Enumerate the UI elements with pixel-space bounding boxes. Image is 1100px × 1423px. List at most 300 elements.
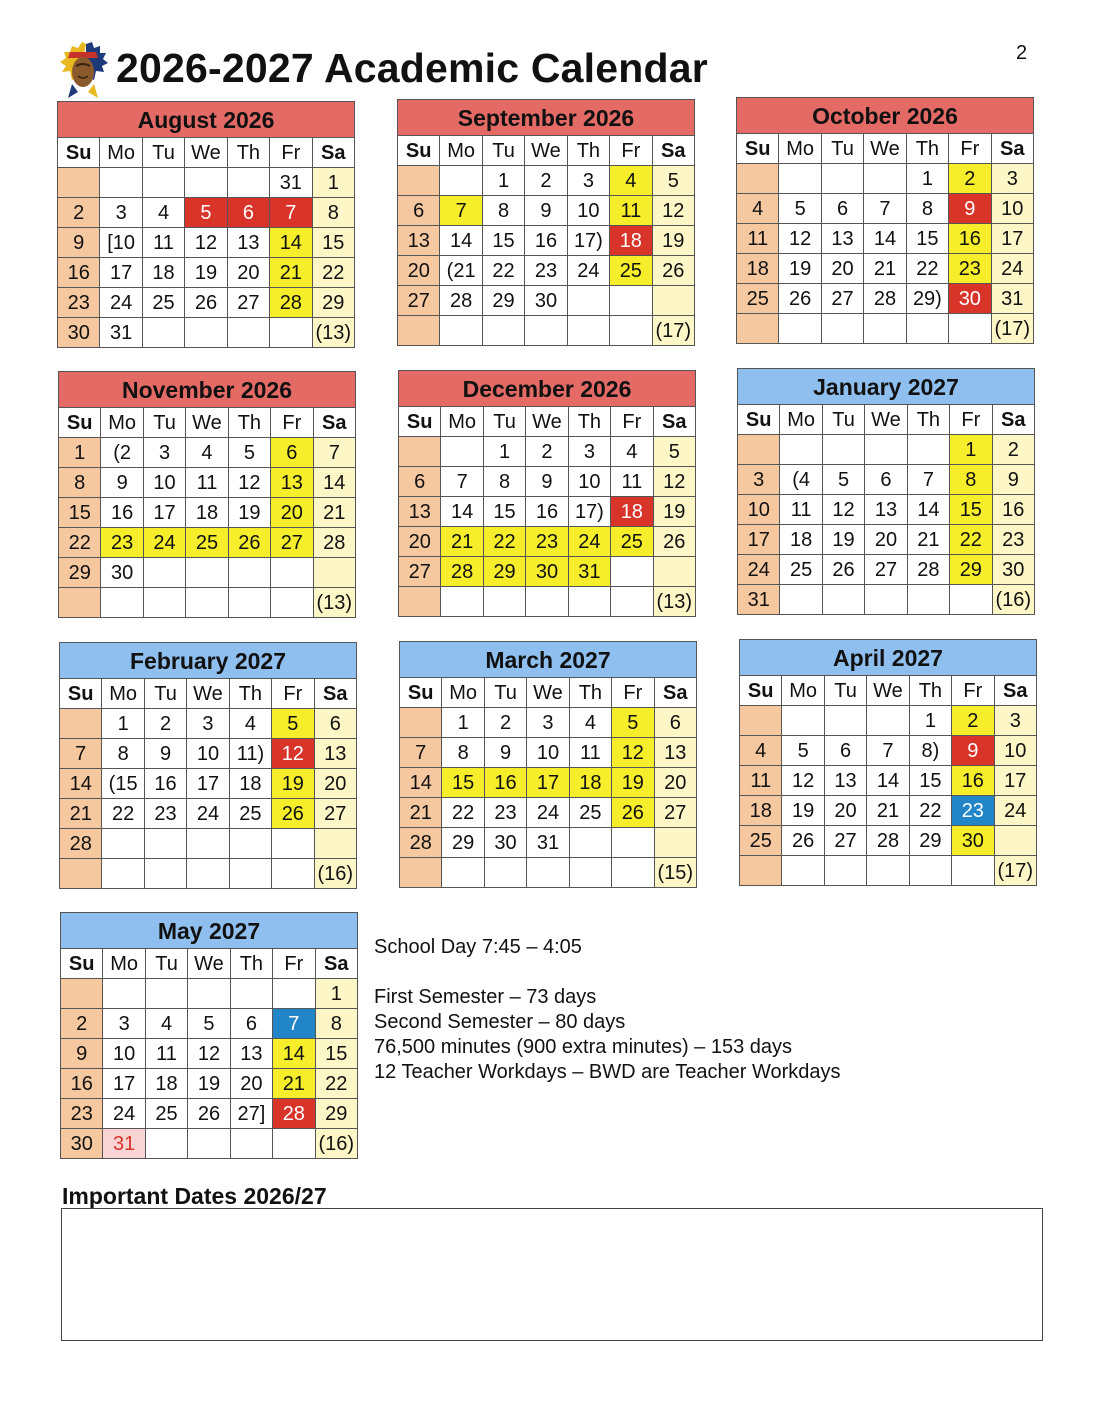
day-cell: 28 bbox=[907, 555, 949, 585]
weekday-header: Su bbox=[399, 407, 441, 437]
weekday-header: Fr bbox=[610, 136, 652, 166]
day-cell: 29 bbox=[482, 286, 524, 316]
day-cell: 6 bbox=[821, 194, 863, 224]
day-cell bbox=[228, 588, 270, 618]
day-cell: 24 bbox=[187, 799, 229, 829]
month-calendar bbox=[399, 641, 697, 888]
weekday-header: Fr bbox=[949, 134, 991, 164]
day-cell: 31 bbox=[738, 585, 780, 615]
weekday-header: Fr bbox=[950, 405, 992, 435]
day-cell: (13) bbox=[653, 587, 695, 617]
day-cell: 14 bbox=[864, 224, 906, 254]
day-cell: 14 bbox=[313, 468, 355, 498]
day-cell bbox=[824, 706, 866, 736]
day-cell bbox=[822, 585, 864, 615]
day-cell: 20 bbox=[824, 796, 866, 826]
day-cell: 25 bbox=[780, 555, 822, 585]
day-cell: 26 bbox=[782, 826, 824, 856]
day-cell: 13 bbox=[654, 738, 696, 768]
day-cell bbox=[652, 286, 694, 316]
day-cell: 18 bbox=[569, 768, 611, 798]
day-cell: 6 bbox=[398, 196, 440, 226]
day-cell: 12 bbox=[652, 196, 694, 226]
day-cell: (15) bbox=[654, 858, 696, 888]
day-cell: 1 bbox=[906, 164, 948, 194]
day-cell: 22 bbox=[315, 1069, 357, 1099]
day-cell: 5 bbox=[228, 438, 270, 468]
day-cell: 26 bbox=[228, 528, 270, 558]
day-cell: 13 bbox=[398, 226, 440, 256]
weekday-header: Tu bbox=[143, 408, 185, 438]
weekday-header: Th bbox=[909, 676, 951, 706]
day-cell: 15 bbox=[483, 497, 525, 527]
day-cell bbox=[994, 826, 1036, 856]
important-dates-title: Important Dates 2026/27 bbox=[62, 1183, 327, 1209]
day-cell: 29 bbox=[483, 557, 525, 587]
weekday-header: Sa bbox=[652, 136, 694, 166]
day-cell bbox=[185, 168, 227, 198]
day-cell bbox=[906, 314, 948, 344]
day-cell: 20 bbox=[865, 525, 907, 555]
weekday-header: Tu bbox=[142, 138, 184, 168]
day-cell: 13 bbox=[399, 497, 441, 527]
day-cell: 8 bbox=[442, 738, 484, 768]
day-cell bbox=[313, 558, 355, 588]
weekday-header: Tu bbox=[145, 949, 187, 979]
day-cell: 16 bbox=[949, 224, 991, 254]
day-cell: 28 bbox=[864, 284, 906, 314]
day-cell: (17) bbox=[652, 316, 694, 346]
day-cell: 18 bbox=[186, 498, 228, 528]
day-cell: 27 bbox=[654, 798, 696, 828]
day-cell: 9 bbox=[949, 194, 991, 224]
day-cell bbox=[484, 858, 526, 888]
day-cell: 25 bbox=[142, 288, 184, 318]
day-cell: 22 bbox=[59, 528, 101, 558]
day-cell bbox=[821, 314, 863, 344]
day-cell: 23 bbox=[525, 256, 567, 286]
day-cell: 10 bbox=[991, 194, 1033, 224]
day-cell: 30 bbox=[484, 828, 526, 858]
day-cell: 20 bbox=[230, 1069, 272, 1099]
day-cell: 5 bbox=[652, 166, 694, 196]
day-cell: 12 bbox=[185, 228, 227, 258]
day-cell: 25 bbox=[610, 256, 652, 286]
day-cell: 3 bbox=[738, 465, 780, 495]
day-cell: 29 bbox=[442, 828, 484, 858]
day-cell: 28 bbox=[60, 829, 102, 859]
day-cell: 17) bbox=[567, 226, 609, 256]
day-cell: 1 bbox=[102, 709, 144, 739]
day-cell: 16 bbox=[952, 766, 994, 796]
day-cell: 13 bbox=[821, 224, 863, 254]
day-cell: 4 bbox=[737, 194, 779, 224]
day-cell: 3 bbox=[187, 709, 229, 739]
day-cell: 20 bbox=[654, 768, 696, 798]
weekday-header: Th bbox=[229, 679, 271, 709]
day-cell: 3 bbox=[994, 706, 1036, 736]
day-cell: 27 bbox=[314, 799, 356, 829]
page-number: 2 bbox=[1016, 42, 1028, 64]
day-cell bbox=[442, 858, 484, 888]
day-cell bbox=[611, 557, 653, 587]
month-calendar bbox=[60, 912, 358, 1159]
day-cell bbox=[228, 558, 270, 588]
day-cell: 1 bbox=[315, 979, 357, 1009]
day-cell: 2 bbox=[61, 1009, 103, 1039]
month-title: November 2026 bbox=[59, 372, 356, 408]
day-cell bbox=[59, 588, 101, 618]
day-cell bbox=[229, 829, 271, 859]
weekday-header: Sa bbox=[313, 408, 355, 438]
day-cell: 2 bbox=[484, 708, 526, 738]
day-cell: 22 bbox=[950, 525, 992, 555]
day-cell bbox=[569, 858, 611, 888]
day-cell: 14 bbox=[270, 228, 312, 258]
day-cell: 10 bbox=[527, 738, 569, 768]
day-cell: 4 bbox=[186, 438, 228, 468]
month-title: August 2026 bbox=[58, 102, 355, 138]
day-cell: 26 bbox=[822, 555, 864, 585]
weekday-header: We bbox=[865, 405, 907, 435]
day-cell: 7 bbox=[441, 467, 483, 497]
weekday-header: Sa bbox=[654, 678, 696, 708]
day-cell: 24 bbox=[567, 256, 609, 286]
day-cell: 12 bbox=[779, 224, 821, 254]
weekday-header: Sa bbox=[653, 407, 695, 437]
day-cell bbox=[654, 828, 696, 858]
day-cell: 15 bbox=[906, 224, 948, 254]
weekday-header: Sa bbox=[992, 405, 1034, 435]
day-cell: 14 bbox=[441, 497, 483, 527]
day-cell: 26 bbox=[188, 1099, 230, 1129]
day-cell bbox=[271, 558, 313, 588]
day-cell: 8 bbox=[906, 194, 948, 224]
day-cell: 9 bbox=[484, 738, 526, 768]
day-cell bbox=[782, 856, 824, 886]
day-cell: 19 bbox=[228, 498, 270, 528]
day-cell: 29 bbox=[909, 826, 951, 856]
day-cell bbox=[864, 164, 906, 194]
day-cell: 8 bbox=[315, 1009, 357, 1039]
weekday-header: We bbox=[185, 138, 227, 168]
day-cell: 6 bbox=[654, 708, 696, 738]
day-cell: 11 bbox=[780, 495, 822, 525]
day-cell: 23 bbox=[61, 1099, 103, 1129]
day-cell: (15 bbox=[102, 769, 144, 799]
day-cell: 30 bbox=[992, 555, 1034, 585]
day-cell: 19 bbox=[779, 254, 821, 284]
month-title: October 2026 bbox=[737, 98, 1034, 134]
day-cell: 17 bbox=[143, 498, 185, 528]
day-cell bbox=[230, 1129, 272, 1159]
day-cell: 5 bbox=[822, 465, 864, 495]
day-cell: 7 bbox=[400, 738, 442, 768]
day-cell: 25 bbox=[611, 527, 653, 557]
weekday-header: Th bbox=[569, 678, 611, 708]
day-cell: 8 bbox=[102, 739, 144, 769]
day-cell: 5 bbox=[188, 1009, 230, 1039]
important-dates-box[interactable] bbox=[61, 1208, 1043, 1341]
day-cell: 11 bbox=[610, 196, 652, 226]
day-cell: 23 bbox=[58, 288, 100, 318]
day-cell bbox=[568, 587, 610, 617]
day-cell bbox=[950, 585, 992, 615]
day-cell bbox=[229, 859, 271, 889]
weekday-header: Mo bbox=[442, 678, 484, 708]
day-cell: 26 bbox=[272, 799, 314, 829]
day-cell: 1 bbox=[483, 437, 525, 467]
day-cell bbox=[740, 706, 782, 736]
day-cell: 22 bbox=[482, 256, 524, 286]
day-cell bbox=[101, 588, 143, 618]
weekday-header: We bbox=[527, 678, 569, 708]
day-cell bbox=[441, 587, 483, 617]
day-cell: 2 bbox=[144, 709, 186, 739]
day-cell bbox=[142, 168, 184, 198]
day-cell: 4 bbox=[610, 166, 652, 196]
day-cell: 26 bbox=[185, 288, 227, 318]
day-cell bbox=[482, 316, 524, 346]
day-cell: 18 bbox=[780, 525, 822, 555]
day-cell: 16 bbox=[484, 768, 526, 798]
day-cell: 17 bbox=[100, 258, 142, 288]
day-cell bbox=[865, 435, 907, 465]
day-cell: 10 bbox=[103, 1039, 145, 1069]
day-cell: 26 bbox=[612, 798, 654, 828]
day-cell bbox=[145, 1129, 187, 1159]
day-cell: 30 bbox=[949, 284, 991, 314]
day-cell: 11 bbox=[145, 1039, 187, 1069]
day-cell: 16 bbox=[525, 226, 567, 256]
day-cell: 2 bbox=[992, 435, 1034, 465]
day-cell: 10 bbox=[738, 495, 780, 525]
day-cell: (17) bbox=[994, 856, 1036, 886]
day-cell: 16 bbox=[144, 769, 186, 799]
day-cell: 19 bbox=[822, 525, 864, 555]
day-cell: 4 bbox=[569, 708, 611, 738]
day-cell: 18 bbox=[610, 226, 652, 256]
day-cell bbox=[58, 168, 100, 198]
day-cell: 5 bbox=[185, 198, 227, 228]
day-cell: 4 bbox=[229, 709, 271, 739]
day-cell bbox=[822, 435, 864, 465]
weekday-header: Mo bbox=[780, 405, 822, 435]
day-cell: 8) bbox=[909, 736, 951, 766]
day-cell: 31 bbox=[100, 318, 142, 348]
day-cell: 18 bbox=[142, 258, 184, 288]
day-cell bbox=[398, 316, 440, 346]
weekday-header: Th bbox=[568, 407, 610, 437]
month-title: December 2026 bbox=[399, 371, 696, 407]
day-cell bbox=[270, 318, 312, 348]
day-cell bbox=[740, 856, 782, 886]
day-cell: 6 bbox=[865, 465, 907, 495]
day-cell: 1 bbox=[950, 435, 992, 465]
day-cell: (2 bbox=[101, 438, 143, 468]
day-cell: 25 bbox=[737, 284, 779, 314]
day-cell: 27 bbox=[865, 555, 907, 585]
day-cell: 22 bbox=[483, 527, 525, 557]
day-cell bbox=[144, 859, 186, 889]
day-cell bbox=[145, 979, 187, 1009]
day-cell: 20 bbox=[271, 498, 313, 528]
day-cell: 9 bbox=[58, 228, 100, 258]
day-cell bbox=[525, 316, 567, 346]
day-cell bbox=[142, 318, 184, 348]
day-cell bbox=[569, 828, 611, 858]
weekday-header: Sa bbox=[315, 949, 357, 979]
day-cell: (16) bbox=[992, 585, 1034, 615]
weekday-header: Mo bbox=[102, 679, 144, 709]
day-cell: (4 bbox=[780, 465, 822, 495]
day-cell: 16 bbox=[58, 258, 100, 288]
day-cell: 17 bbox=[103, 1069, 145, 1099]
day-cell: 23 bbox=[952, 796, 994, 826]
day-cell bbox=[227, 168, 269, 198]
day-cell: 9 bbox=[525, 196, 567, 226]
day-cell: 24 bbox=[994, 796, 1036, 826]
day-cell: 3 bbox=[527, 708, 569, 738]
day-cell: 27] bbox=[230, 1099, 272, 1129]
day-cell bbox=[102, 829, 144, 859]
day-cell: 12 bbox=[188, 1039, 230, 1069]
day-cell: 14 bbox=[907, 495, 949, 525]
weekday-header: Fr bbox=[272, 679, 314, 709]
weekday-header: Mo bbox=[103, 949, 145, 979]
day-cell bbox=[399, 587, 441, 617]
day-cell bbox=[144, 829, 186, 859]
day-cell: 4 bbox=[611, 437, 653, 467]
day-cell bbox=[824, 856, 866, 886]
day-cell: 22 bbox=[909, 796, 951, 826]
day-cell bbox=[399, 437, 441, 467]
day-cell: 31 bbox=[270, 168, 312, 198]
month-calendar bbox=[739, 639, 1037, 886]
day-cell: 11 bbox=[740, 766, 782, 796]
day-cell: (17) bbox=[991, 314, 1033, 344]
month-calendar bbox=[737, 368, 1035, 615]
day-cell bbox=[102, 859, 144, 889]
weekday-header: Th bbox=[907, 405, 949, 435]
day-cell bbox=[567, 316, 609, 346]
day-cell: 28 bbox=[273, 1099, 315, 1129]
month-title: January 2027 bbox=[738, 369, 1035, 405]
day-cell: 20 bbox=[227, 258, 269, 288]
day-cell: 19 bbox=[612, 768, 654, 798]
day-cell: 25 bbox=[740, 826, 782, 856]
day-cell bbox=[612, 828, 654, 858]
day-cell bbox=[653, 557, 695, 587]
month-title: March 2027 bbox=[400, 642, 697, 678]
weekday-header: Tu bbox=[821, 134, 863, 164]
day-cell: 24 bbox=[738, 555, 780, 585]
month-title: February 2027 bbox=[60, 643, 357, 679]
weekday-header: Tu bbox=[144, 679, 186, 709]
day-cell: 18 bbox=[740, 796, 782, 826]
day-cell: 24 bbox=[527, 798, 569, 828]
day-cell: 19 bbox=[188, 1069, 230, 1099]
day-cell: 14 bbox=[60, 769, 102, 799]
day-cell: 3 bbox=[568, 437, 610, 467]
day-cell: 14 bbox=[400, 768, 442, 798]
note-line: First Semester – 73 days bbox=[374, 986, 597, 1008]
weekday-header: Fr bbox=[273, 949, 315, 979]
month-calendar bbox=[398, 370, 696, 617]
day-cell: 6 bbox=[271, 438, 313, 468]
day-cell bbox=[271, 588, 313, 618]
day-cell: 16 bbox=[101, 498, 143, 528]
day-cell: 3 bbox=[567, 166, 609, 196]
weekday-header: We bbox=[188, 949, 230, 979]
day-cell: 15 bbox=[315, 1039, 357, 1069]
day-cell: 18 bbox=[737, 254, 779, 284]
weekday-header: Tu bbox=[822, 405, 864, 435]
day-cell: 7 bbox=[270, 198, 312, 228]
day-cell: 6 bbox=[824, 736, 866, 766]
day-cell bbox=[526, 587, 568, 617]
day-cell: 21 bbox=[313, 498, 355, 528]
day-cell: 13 bbox=[271, 468, 313, 498]
day-cell: 29 bbox=[315, 1099, 357, 1129]
day-cell bbox=[272, 859, 314, 889]
day-cell bbox=[441, 437, 483, 467]
note-line: Second Semester – 80 days bbox=[374, 1011, 626, 1033]
day-cell: 15 bbox=[312, 228, 354, 258]
weekday-header: Tu bbox=[482, 136, 524, 166]
day-cell bbox=[440, 166, 482, 196]
day-cell bbox=[782, 706, 824, 736]
day-cell: 22 bbox=[102, 799, 144, 829]
weekday-header: Su bbox=[58, 138, 100, 168]
weekday-header: Fr bbox=[612, 678, 654, 708]
day-cell: 10 bbox=[568, 467, 610, 497]
day-cell: (16) bbox=[315, 1129, 357, 1159]
day-cell: 15 bbox=[482, 226, 524, 256]
day-cell: 23 bbox=[992, 525, 1034, 555]
day-cell: 15 bbox=[442, 768, 484, 798]
day-cell: 22 bbox=[906, 254, 948, 284]
day-cell: 23 bbox=[526, 527, 568, 557]
day-cell bbox=[738, 435, 780, 465]
day-cell bbox=[100, 168, 142, 198]
day-cell bbox=[737, 314, 779, 344]
day-cell: 30 bbox=[61, 1129, 103, 1159]
weekday-header: We bbox=[864, 134, 906, 164]
day-cell: 17 bbox=[738, 525, 780, 555]
day-cell: 14 bbox=[273, 1039, 315, 1069]
day-cell: 6 bbox=[314, 709, 356, 739]
weekday-header: Mo bbox=[100, 138, 142, 168]
day-cell bbox=[909, 856, 951, 886]
day-cell: 11 bbox=[737, 224, 779, 254]
day-cell bbox=[273, 1129, 315, 1159]
day-cell: 16 bbox=[992, 495, 1034, 525]
day-cell: 1 bbox=[59, 438, 101, 468]
day-cell: 10 bbox=[567, 196, 609, 226]
day-cell: 16 bbox=[61, 1069, 103, 1099]
day-cell: 29) bbox=[906, 284, 948, 314]
day-cell bbox=[187, 859, 229, 889]
day-cell: 27 bbox=[398, 286, 440, 316]
day-cell bbox=[398, 166, 440, 196]
weekday-header: Su bbox=[398, 136, 440, 166]
day-cell: 27 bbox=[271, 528, 313, 558]
day-cell: 30 bbox=[525, 286, 567, 316]
weekday-header: We bbox=[186, 408, 228, 438]
day-cell: 24 bbox=[991, 254, 1033, 284]
day-cell: 12 bbox=[653, 467, 695, 497]
